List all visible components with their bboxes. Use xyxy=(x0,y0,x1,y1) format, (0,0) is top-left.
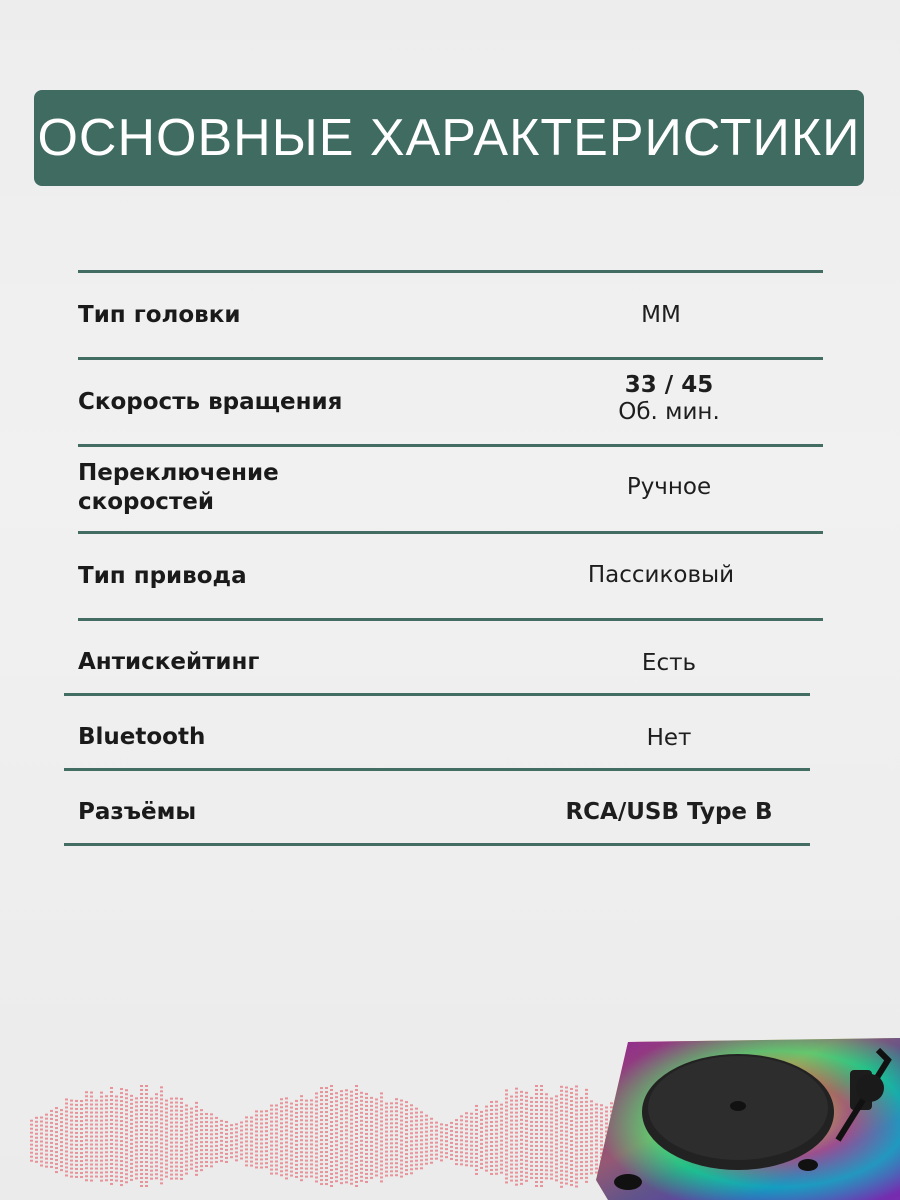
spec-label: Скорость вращения xyxy=(78,389,343,415)
sound-wave-graphic xyxy=(20,1040,660,1190)
spec-label: Тип привода xyxy=(78,563,247,589)
divider xyxy=(78,444,823,447)
spec-value-unit: Об. мин. xyxy=(618,399,720,425)
page-title: ОСНОВНЫЕ ХАРАКТЕРИСТИКИ xyxy=(37,109,861,167)
title-banner xyxy=(34,90,864,186)
spec-value: Пассиковый xyxy=(587,562,735,588)
spec-label: Bluetooth xyxy=(78,724,206,750)
spec-value: ММ xyxy=(641,302,681,328)
divider xyxy=(64,843,810,846)
spec-value: Нет xyxy=(646,725,692,751)
spec-label: Разъёмы xyxy=(78,799,197,825)
spec-value: Есть xyxy=(641,650,697,676)
divider xyxy=(64,768,810,771)
turntable-image xyxy=(588,1030,900,1200)
spec-value xyxy=(549,372,789,426)
divider xyxy=(78,357,823,360)
spec-value: RCA/USB Type B xyxy=(565,799,773,825)
spec-label: Переключение скоростей xyxy=(78,460,279,515)
spec-label: Антискейтинг xyxy=(78,649,260,675)
spec-label: Тип головки xyxy=(78,302,241,328)
spec-value: Ручное xyxy=(626,474,712,500)
divider xyxy=(78,270,823,273)
spec-value-primary: 33 / 45 xyxy=(624,372,714,398)
divider xyxy=(78,531,823,534)
divider xyxy=(78,618,823,621)
divider xyxy=(64,693,810,696)
